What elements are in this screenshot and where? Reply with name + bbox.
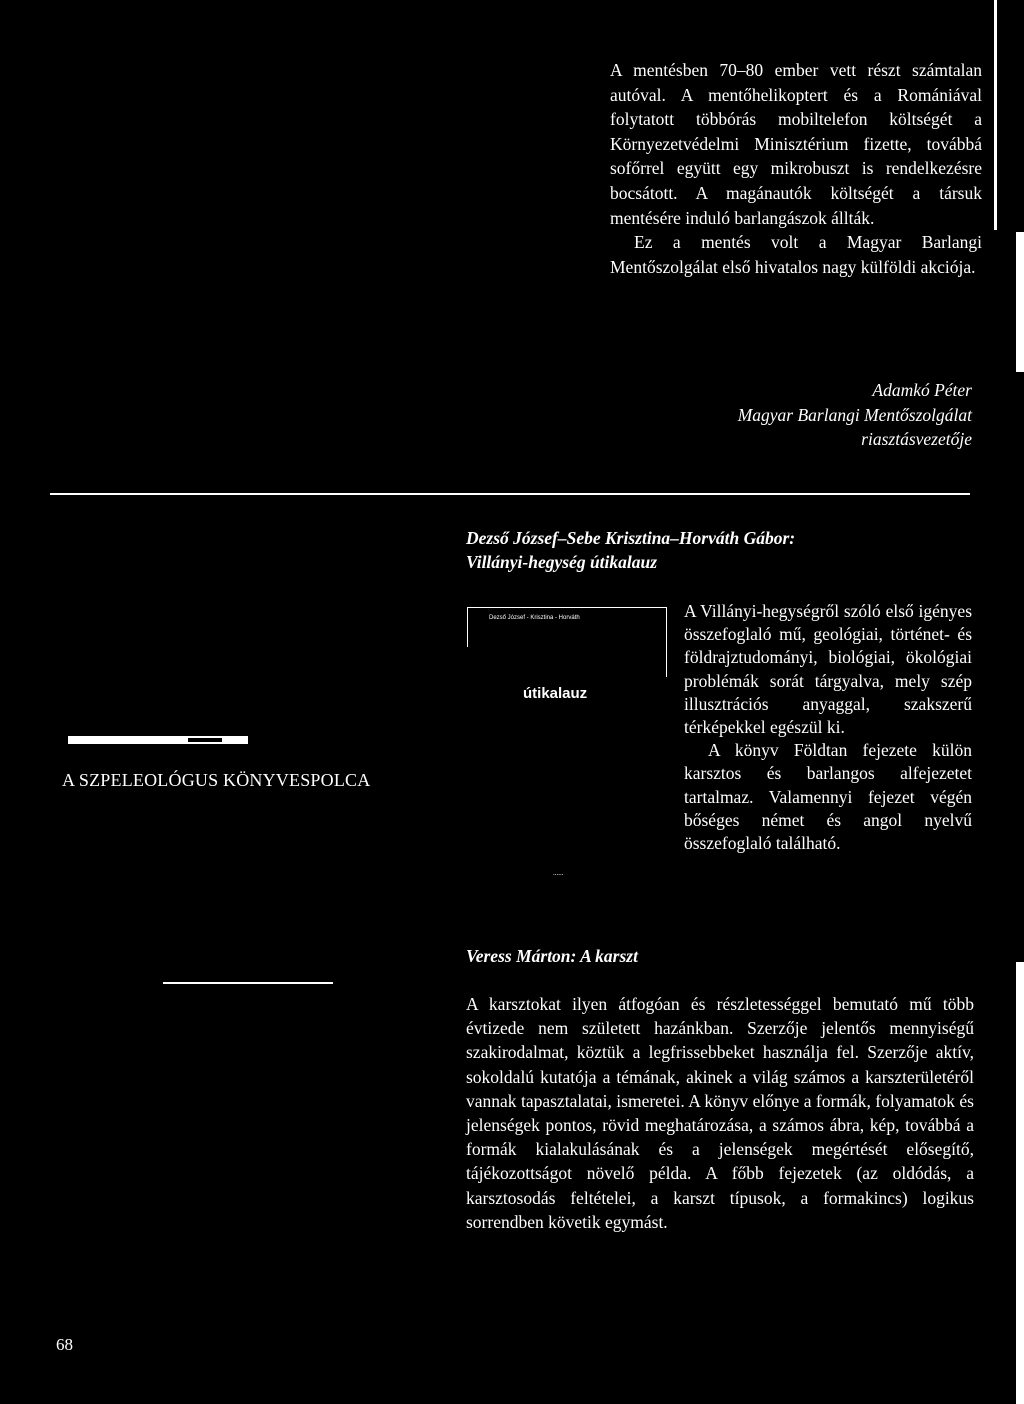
article-end-column bbox=[610, 58, 982, 279]
article-paragraph: Ez a mentés volt a Magyar Barlangi Mentőszolgálat első hivatalos nagy külföldi akciója. bbox=[610, 232, 982, 277]
signature-name: Adamkó Péter bbox=[872, 380, 972, 400]
book1-title: Villányi-hegység útikalauz bbox=[466, 552, 658, 572]
book2-heading: Veress Márton: A karszt bbox=[466, 946, 638, 966]
book1-authors: Dezső József–Sebe Krisztina–Horváth Gábor: bbox=[466, 528, 796, 548]
scan-edge bbox=[1016, 962, 1024, 1404]
short-divider bbox=[163, 982, 333, 984]
author-signature bbox=[600, 378, 972, 452]
book2-review bbox=[466, 992, 974, 1234]
review-paragraph: A karsztokat ilyen átfogóan és részletességgel bemutató mű több évtizede nem született hazánkban. Szerzője jelentős mennyiségű szakirodalmat, köztük a legfrissebbeket használja fel. Szerzője aktív, sokoldalú kutatója a témának, akinek a világ számos a karszterületéről vannak tapasztalatai, ismeretei. A könyv előnye a formák, folyamatok és jelenségek pontos, rövid meghatározása, a számos ábra, kép, továbbá a formák kialakulásának és a jelenségek megértését elősegítő, tájékozottságot növelő példa. A főbb fejezetek (az oldódás, a karsztosodás feltételei, a karszt típusok, a formakincs) logikus sorrendben követik egymást. bbox=[466, 994, 974, 1232]
review-paragraph: A Villányi-hegységről szóló első igényes összefoglaló mű, geológiai, történet- és földrajztudományi, biológiai, ökológiai problémák sorát tárgyalva, mely szép illusztrációs anyaggal, szakszerű térképekkel egészül ki. bbox=[684, 601, 972, 738]
cover-authors: Dezső József - Krisztina - Horváth bbox=[489, 615, 580, 621]
section-divider bbox=[50, 493, 970, 495]
cover-title: útikalauz bbox=[523, 685, 588, 702]
article-paragraph: A mentésben 70–80 ember vett részt számtalan autóval. A mentőhelikoptert és a Romániával folytatott többórás mobiltelefon költségét a Környezetvédelmi Minisztérium fizette, továbbá sofőrrel együtt egy mikrobuszt is rendelkezésre bocsátott. A magánautók költségét a társuk mentésére induló barlangászok állták. bbox=[610, 60, 982, 228]
book1-review bbox=[684, 600, 972, 855]
page-number: 68 bbox=[56, 1335, 73, 1354]
scan-edge bbox=[994, 0, 997, 230]
cover-frame-top bbox=[467, 607, 667, 608]
signature-org: Magyar Barlangi Mentőszolgálat bbox=[737, 404, 972, 425]
section-marker-bar bbox=[68, 736, 248, 744]
cover-footer: ...... bbox=[553, 869, 564, 877]
review-paragraph: A könyv Földtan fejezete külön karsztos és barlangos alfejezetet tartalmaz. Valamennyi fejezet végén bőséges német és angol nyelvű összefoglaló található. bbox=[684, 740, 972, 854]
scan-edge bbox=[1016, 232, 1024, 372]
cover-frame-left bbox=[467, 607, 468, 647]
signature-role: riasztásvezetője bbox=[861, 429, 972, 449]
book1-heading bbox=[466, 526, 906, 574]
section-title: A SZPELEOLÓGUS KÖNYVESPOLCA bbox=[62, 770, 371, 790]
book1-cover-image bbox=[467, 607, 667, 897]
cover-frame-right bbox=[666, 607, 667, 677]
